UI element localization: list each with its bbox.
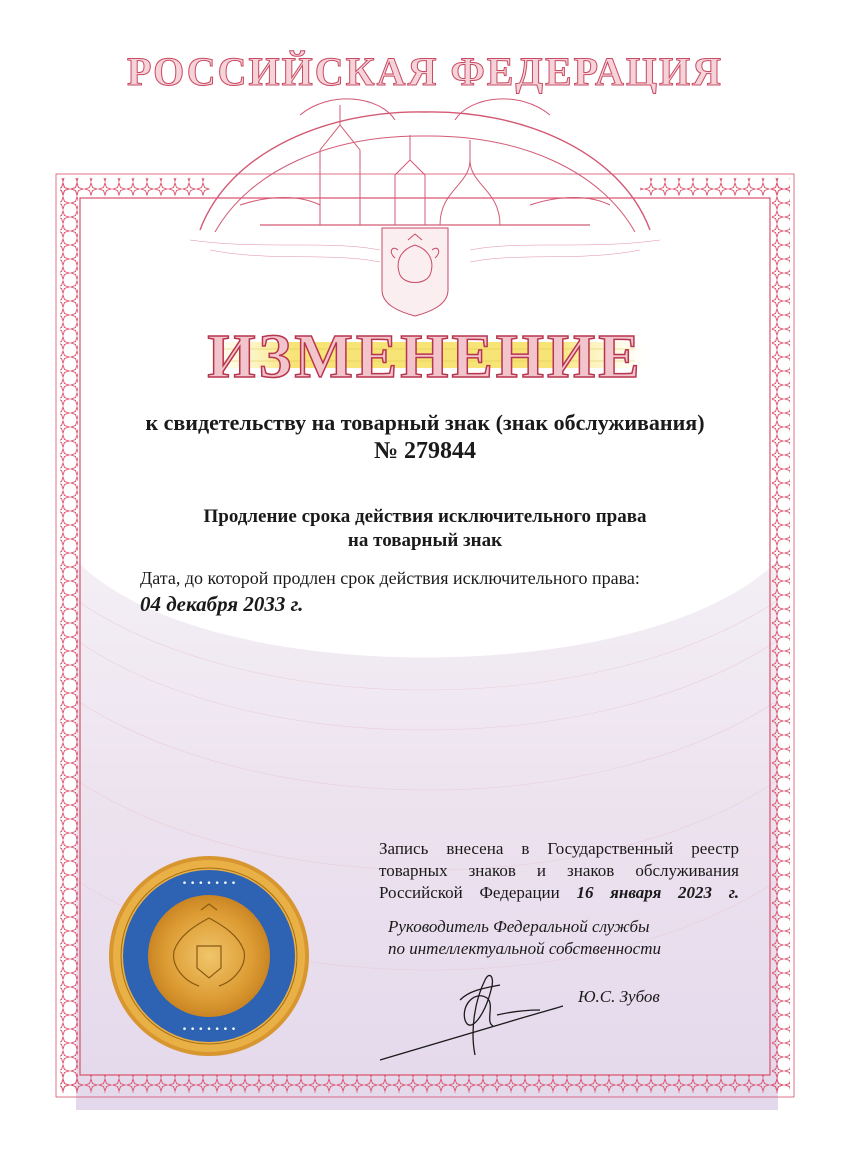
signatory-name: Ю.С. Зубов: [578, 987, 660, 1006]
kremlin-skyline-icon: [200, 99, 650, 232]
official-seal-icon: [109, 856, 309, 1056]
registry-line-3: [379, 882, 739, 904]
purpose-line-1: Продление срока действия исключительного права: [203, 506, 647, 527]
certificate-type: к свидетельству на товарный знак (знак обслуживания): [145, 410, 705, 435]
change-purpose: [0, 505, 850, 553]
expiry-date-label: Дата, до которой продлен срок действия исключительного права:: [140, 568, 640, 588]
purpose-line-2: на товарный знак: [347, 530, 503, 551]
expiry-date-value: 04 декабря 2033 г.: [140, 592, 304, 616]
country-name: РОССИЙСКАЯ ФЕДЕРАЦИЯ: [126, 49, 723, 94]
svg-text:• • • • • • •: • • • • • • •: [181, 1025, 237, 1035]
registry-date: 16 января 2023 г.: [576, 883, 739, 902]
certificate-number: № 279844: [373, 438, 477, 464]
svg-text:• • • • • • •: • • • • • • •: [181, 879, 237, 889]
document-title: ИЗМЕНЕНИЕ: [207, 323, 643, 391]
registry-line-1: Запись внесена в Государственный реестр: [379, 839, 739, 858]
signatory-title-line-2: по интеллектуальной собственности: [388, 939, 661, 958]
signatory-title: [388, 916, 661, 960]
signatory-title-line-1: Руководитель Федеральной службы: [388, 917, 650, 936]
registry-line-3-prefix: Российской Федерации: [379, 883, 560, 902]
registry-note: [379, 838, 739, 904]
registry-line-2: товарных знаков и знаков обслуживания: [379, 861, 739, 880]
double-headed-eagle-icon: [382, 228, 448, 316]
